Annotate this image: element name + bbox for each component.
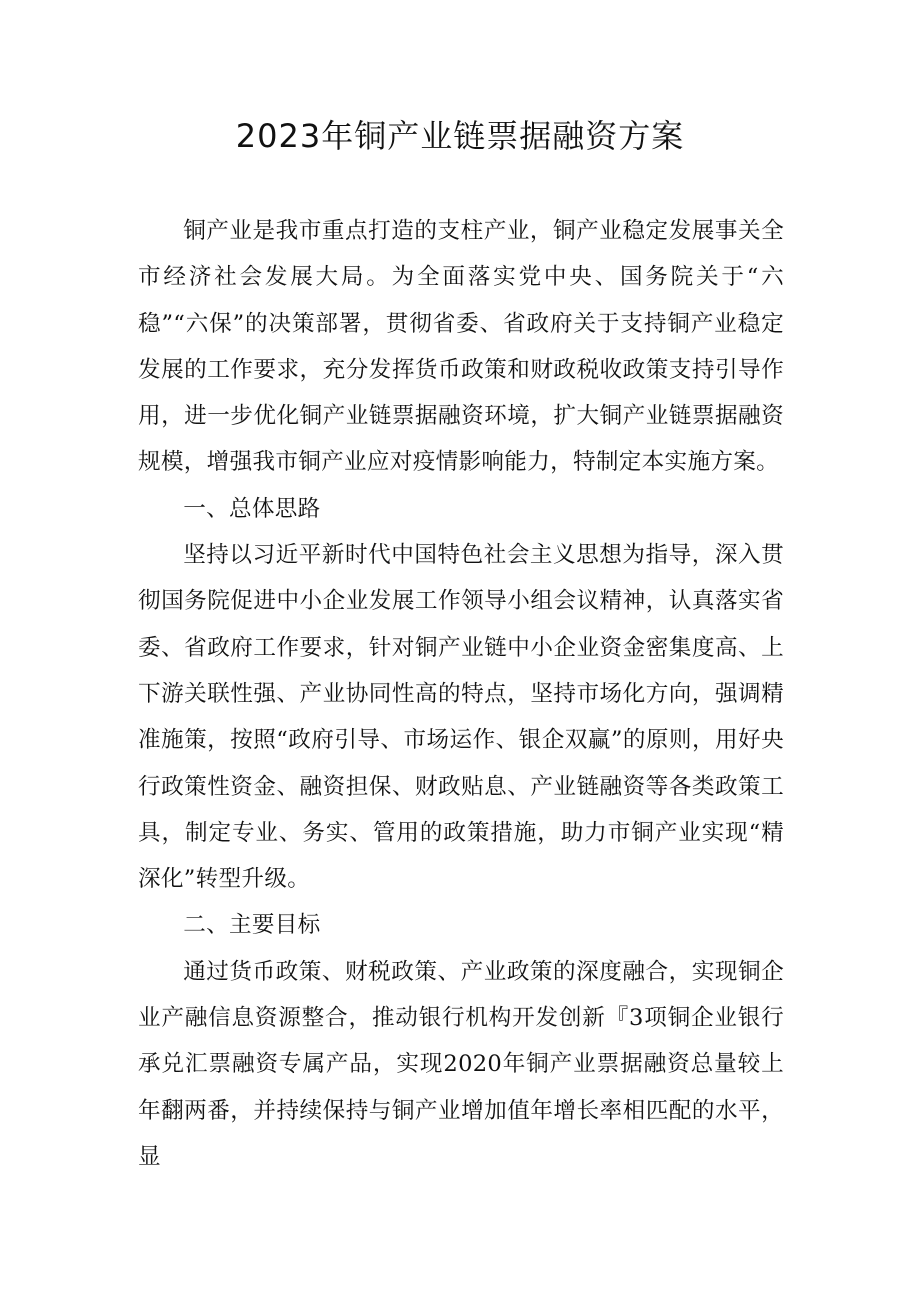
- document-title: 2023年铜产业链票据融资方案: [235, 117, 685, 155]
- section-heading-overall-approach: 一、总体思路: [183, 495, 321, 522]
- intro-paragraph: 铜产业是我市重点打造的支柱产业，铜产业稳定发展事关全市经济社会发展大局。为全面落实党中央、国务院关于“六稳”“六保”的决策部署，贯彻省委、省政府关于支持铜产业稳定发展的工作要求，充分发挥货币政策和财政税收政策支持引导作用，进一步优化铜产业链票据融资环境，扩大铜产业链票据融资规模，增强我市铜产业应对疫情影响能力，特制定本实施方案。: [138, 218, 784, 476]
- section-heading-main-goals: 二、主要目标: [183, 912, 321, 939]
- section-main-goals-paragraph: 通过货币政策、财税政策、产业政策的深度融合，实现铜企业产融信息资源整合，推动银行机构开发创新『3项铜企业银行承兑汇票融资专属产品，实现2020年铜产业票据融资总量较上年翻两番，并持续保持与铜产业增加值年增长率相匹配的水平，显: [138, 958, 784, 1170]
- document-body: [138, 208, 784, 1180]
- section-overall-approach-paragraph: 坚持以习近平新时代中国特色社会主义思想为指导，深入贯彻国务院促进中小企业发展工作领导小组会议精神，认真落实省委、省政府工作要求，针对铜产业链中小企业资金密集度高、上下游关联性强、产业协同性高的特点，坚持市场化方向，强调精准施策，按照“政府引导、市场运作、银企双赢”的原则，用好央行政策性资金、融资担保、财政贴息、产业链融资等各类政策工具，制定专业、务实、管用的政策措施，助力市铜产业实现“精深化”转型升级。: [138, 542, 784, 893]
